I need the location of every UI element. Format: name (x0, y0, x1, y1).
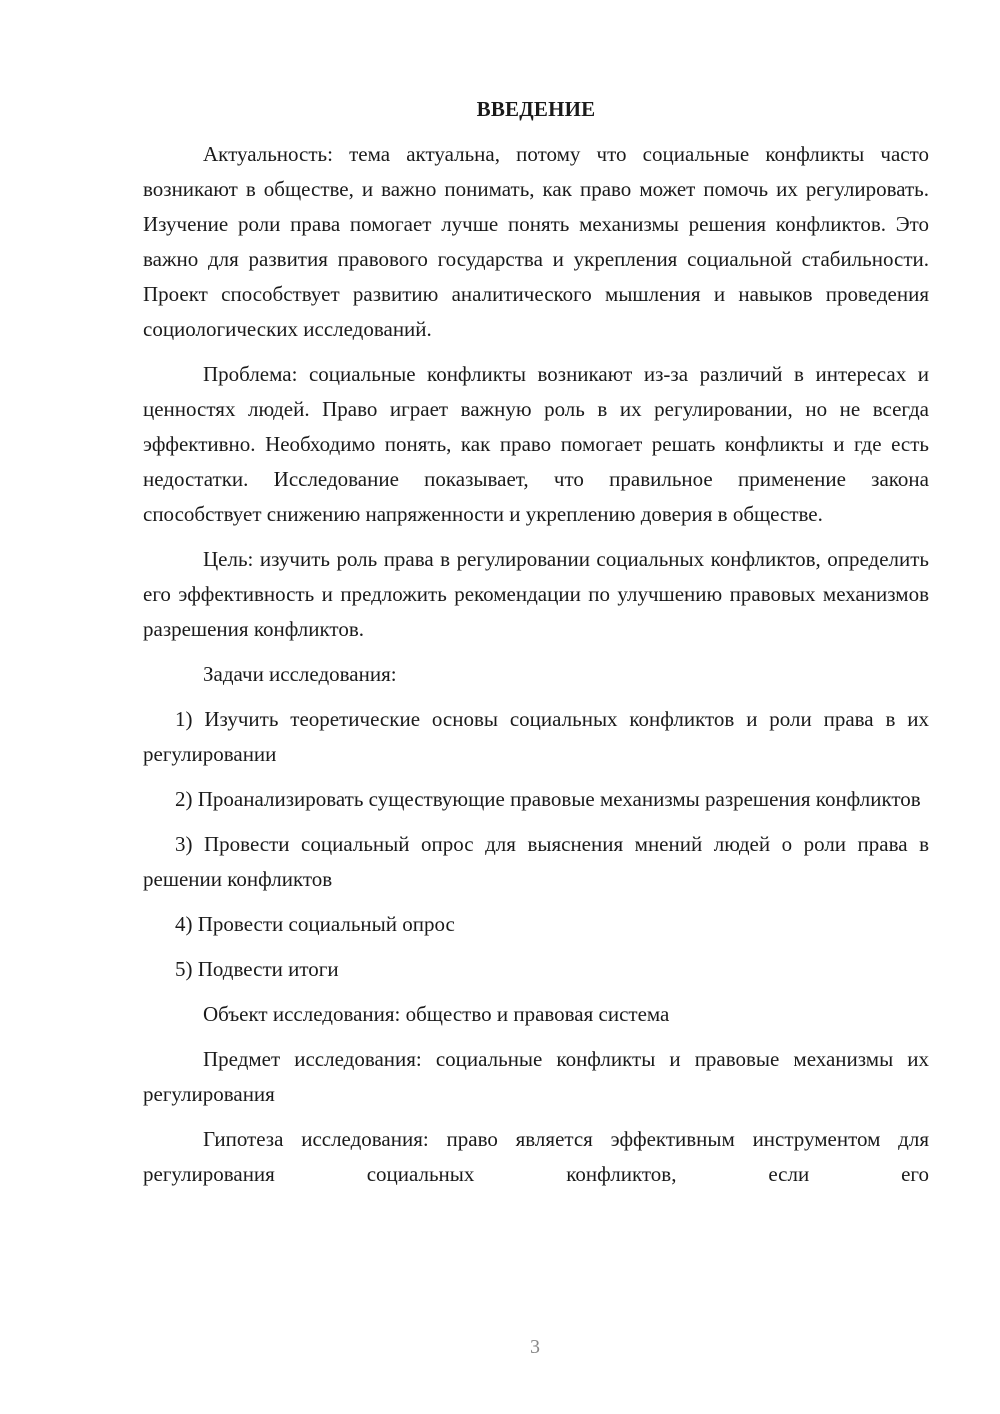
task-item-1: 1) Изучить теоретические основы социальных конфликтов и роли права в их регулировании (143, 707, 929, 766)
paragraph-hypothesis: Гипотеза исследования: право является эффективным инструментом для регулирования социальных конфликтов, если его (143, 1127, 929, 1186)
paragraph-subject: Предмет исследования: социальные конфликты и правовые механизмы их регулирования (143, 1047, 929, 1106)
task-item-3: 3) Провести социальный опрос для выяснения мнений людей о роли права в решении конфликтов (143, 832, 929, 891)
paragraph-problem: Проблема: социальные конфликты возникают из-за различий в интересах и ценностях людей. Право играет важную роль в их регулировании, но не всегда эффективно. Необходимо понять, как право помогает решать конфликты и где есть недостатки. Исследование показывает, что правильное применение закона способствует снижению напряженности и укреплению доверия в обществе. (143, 362, 929, 526)
paragraph-goal: Цель: изучить роль права в регулировании социальных конфликтов, определить его эффективность и предложить рекомендации по улучшению правовых механизмов разрешения конфликтов. (143, 547, 929, 641)
tasks-title: Задачи исследования: (203, 662, 397, 686)
page-number: 3 (530, 1336, 540, 1358)
section-heading: ВВЕДЕНИЕ (476, 97, 596, 121)
task-item-2: 2) Проанализировать существующие правовые механизмы разрешения конфликтов (175, 787, 921, 811)
task-item-4: 4) Провести социальный опрос (175, 912, 455, 936)
paragraph-object: Объект исследования: общество и правовая система (203, 1002, 670, 1026)
paragraph-relevance: Актуальность: тема актуальна, потому что социальные конфликты часто возникают в обществе, и важно понимать, как право может помочь их регулировать. Изучение роли права помогает лучше понять механизмы решения конфликтов. Это важно для развития правового государства и укрепления социальной стабильности. Проект способствует развитию аналитического мышления и навыков проведения социологических исследований. (143, 142, 929, 341)
task-item-5: 5) Подвести итоги (175, 957, 339, 981)
page-content (143, 92, 929, 1202)
